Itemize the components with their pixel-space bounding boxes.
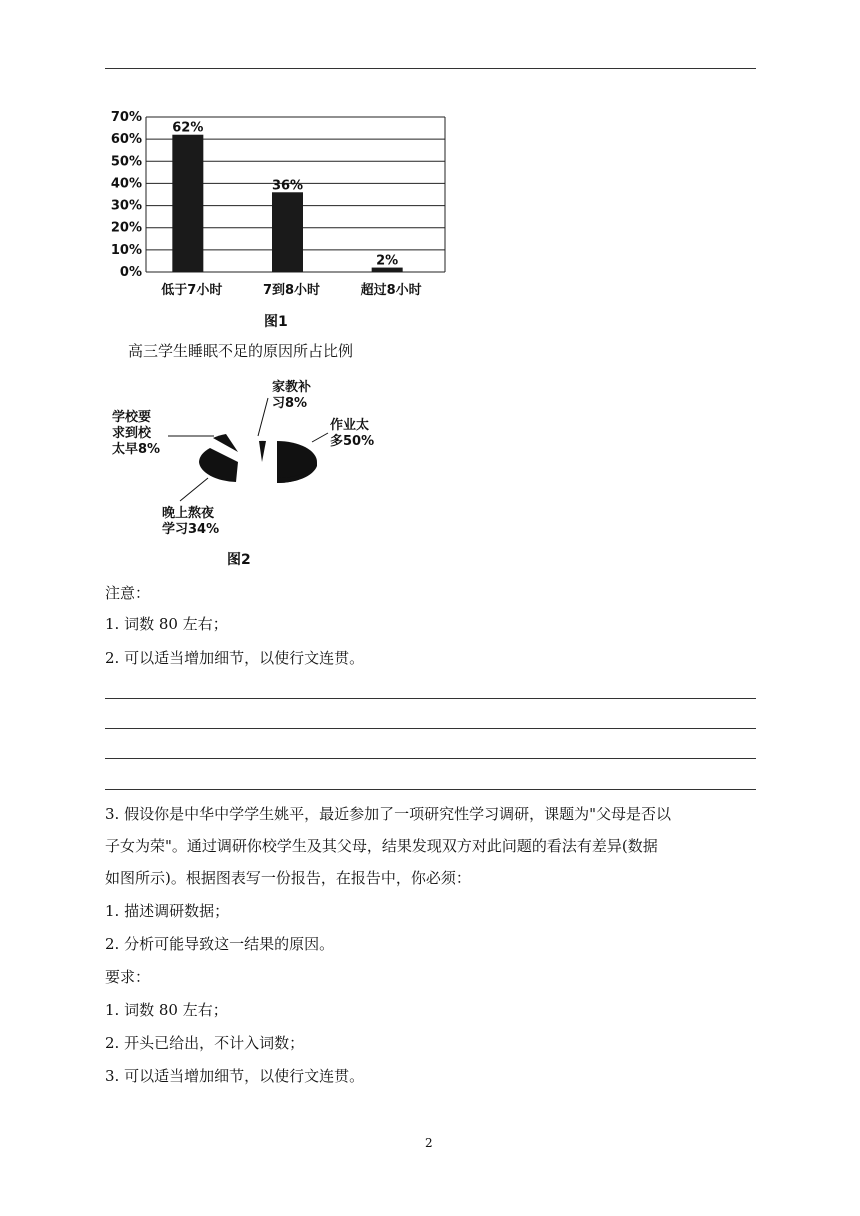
y-tick-label: 60%: [110, 132, 142, 148]
leader-line-late-night: [180, 478, 208, 501]
sleep-hours-bar-chart: [105, 108, 465, 298]
task3-requirement-3: 3. 可以适当增加细节，以使行文连贯。: [105, 1067, 365, 1085]
task3-must-1: 1. 描述调研数据；: [105, 902, 230, 920]
y-tick-label: 70%: [110, 110, 142, 125]
notes-item-2: 2. 可以适当增加细节，以使行文连贯。: [105, 649, 365, 667]
task3-line-2: 子女为荣"。通过调研你校学生及其父母，结果发现双方对此问题的看法有差异(数据: [105, 837, 658, 855]
y-tick-label: 10%: [110, 242, 142, 258]
figure2-caption: 图2: [227, 552, 251, 568]
pie-label-early-school: 学校要 求到校 太早8%: [112, 410, 161, 457]
y-tick-label: 40%: [110, 176, 142, 192]
leader-line-homework: [312, 433, 328, 442]
bar-value-label: 62%: [172, 120, 204, 136]
task3-requirement-2: 2. 开头已给出，不计入词数；: [105, 1034, 305, 1052]
figure1-caption: 图1: [264, 314, 288, 330]
answer-line: [105, 728, 756, 729]
figure2-title: 高三学生睡眠不足的原因所占比例: [128, 342, 354, 360]
x-category-label: 7到8小时: [262, 283, 321, 298]
answer-line: [105, 789, 756, 790]
y-tick-label: 0%: [119, 265, 142, 280]
task3-requirements-heading: 要求：: [105, 968, 151, 986]
task3-requirement-1: 1. 词数 80 左右；: [105, 1001, 228, 1019]
task3-must-2: 2. 分析可能导致这一结果的原因。: [105, 935, 335, 953]
y-tick-label: 50%: [110, 154, 142, 170]
pie-label-late-night: 晚上熬夜 学习34%: [162, 506, 220, 537]
answer-line: [105, 698, 756, 699]
y-tick-label: 20%: [110, 220, 142, 236]
header-rule: [105, 68, 756, 69]
bar: [272, 192, 303, 272]
pie-label-tutoring: 家教补 习8%: [272, 380, 312, 411]
notes-item-1: 1. 词数 80 左右；: [105, 615, 228, 633]
x-category-label: 低于7小时: [161, 283, 223, 298]
bar-value-label: 36%: [271, 178, 304, 194]
leader-line-tutoring: [258, 398, 268, 436]
answer-line: [105, 758, 756, 759]
y-tick-label: 30%: [110, 198, 142, 214]
bar: [172, 135, 203, 272]
task3-line-3: 如图所示)。根据图表写一份报告，在报告中，你必须：: [105, 869, 471, 887]
pie-leader-lines: [150, 390, 350, 520]
notes-heading: 注意：: [105, 584, 151, 602]
bar-value-label: 2%: [376, 253, 399, 269]
pie-label-homework: 作业太 多50%: [330, 418, 375, 449]
page-number: 2: [425, 1136, 433, 1150]
task3-line-1: 3. 假设你是中华中学学生姚平，最近参加了一项研究性学习调研，课题为"父母是否以: [105, 805, 671, 823]
x-category-label: 超过8小时: [360, 283, 422, 298]
